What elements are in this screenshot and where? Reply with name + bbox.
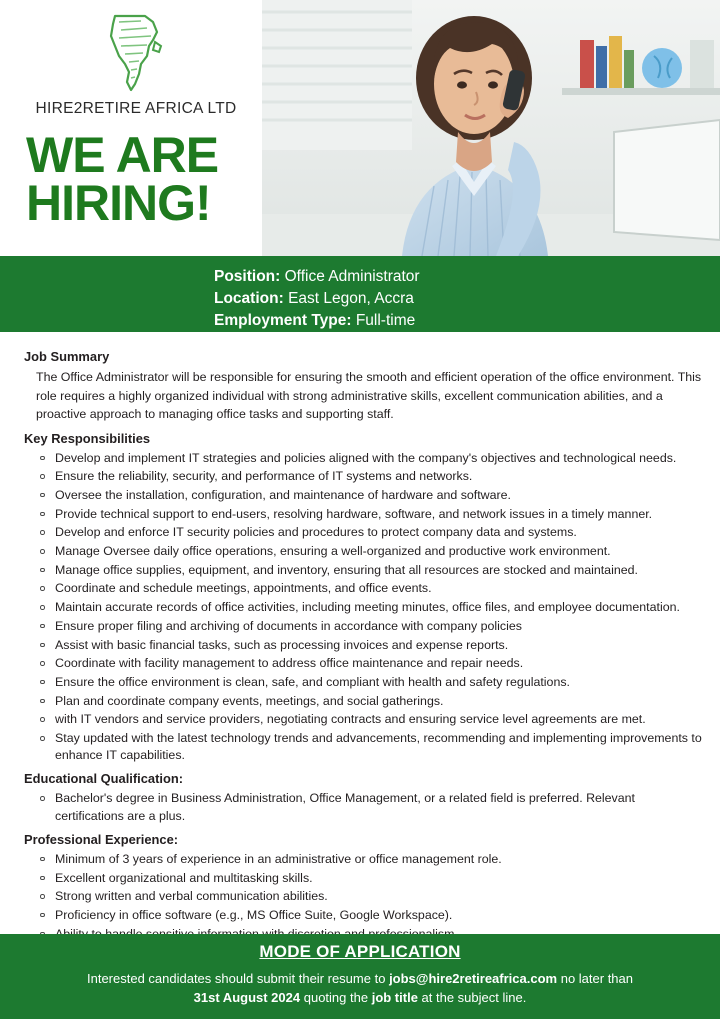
job-summary-text: The Office Administrator will be responsible for ensuring the smooth and efficient operation of the office environment. This role requires a highly organized individual with strong administrative skills, excellent communication abilities, and a proactive approach to managing office tasks and supporting staff.: [36, 370, 702, 421]
key-responsibilities-heading: Key Responsibilities: [24, 430, 151, 446]
list-item: Proficiency in office software (e.g., MS Office Suite, Google Workspace).: [38, 907, 702, 924]
educational-qualification-list: [24, 790, 702, 824]
position-bar: [0, 256, 720, 332]
employment-label: Employment Type:: [214, 312, 352, 329]
brand-block: [0, 0, 262, 256]
professional-experience-heading: Professional Experience:: [24, 831, 179, 847]
apply-text-before-email: Interested candidates should submit their resume to: [86, 971, 386, 986]
list-item: Stay updated with the latest technology trends and advancements, recommending and implementing improvements to enhance IT capabilities.: [38, 730, 702, 764]
job-description-body: [0, 332, 720, 962]
list-item: Ensure the reliability, security, and performance of IT systems and networks.: [38, 468, 702, 485]
job-summary-heading: Job Summary: [24, 349, 110, 364]
list-item: Develop and implement IT strategies and policies aligned with the company's objectives and technological needs.: [38, 450, 702, 467]
list-item: Coordinate with facility management to address office maintenance and repair needs.: [38, 655, 702, 672]
list-item: Minimum of 3 years of experience in an administrative or office management role.: [38, 851, 702, 868]
location-label: Location:: [214, 290, 284, 307]
list-item: Strong written and verbal communication abilities.: [38, 888, 702, 905]
educational-qualification-heading: Educational Qualification:: [24, 771, 183, 787]
list-item: Ensure proper filing and archiving of documents in accordance with company policies: [38, 618, 702, 635]
apply-text-after-deadline: quoting the: [303, 990, 369, 1005]
list-item: with IT vendors and service providers, negotiating contracts and ensuring service level agreements are met.: [38, 711, 702, 728]
position-line: [0, 266, 720, 288]
list-item: Oversee the installation, configuration, and maintenance of hardware and software.: [38, 487, 702, 504]
headline-line-1: WE ARE: [26, 127, 219, 183]
apply-text-end: at the subject line.: [421, 990, 527, 1005]
location-line: [0, 288, 720, 310]
location-value: East Legon, Accra: [288, 290, 414, 307]
list-item: Manage office supplies, equipment, and inventory, ensuring that all resources are stocked and maintained.: [38, 562, 702, 579]
logo-row: [24, 12, 248, 98]
position-value: Office Administrator: [284, 268, 420, 285]
employment-type-line: [0, 310, 720, 332]
application-email[interactable]: jobs@hire2retireafrica.com: [389, 971, 558, 986]
employment-value: Full-time: [355, 312, 416, 329]
mode-of-application-heading: MODE OF APPLICATION: [259, 942, 461, 961]
application-footer: [0, 934, 720, 1019]
position-label: Position:: [214, 268, 281, 285]
list-item: Coordinate and schedule meetings, appointments, and office events.: [38, 580, 702, 597]
list-item: Manage Oversee daily office operations, ensuring a well-organized and productive work environment.: [38, 543, 702, 560]
list-item: Assist with basic financial tasks, such as processing invoices and expense reports.: [38, 637, 702, 654]
application-instructions: [0, 969, 720, 1007]
hiring-headline: [24, 127, 248, 231]
list-item: Develop and enforce IT security policies and procedures to protect company data and systems.: [38, 524, 702, 541]
list-item: Maintain accurate records of office activities, including meeting minutes, office files, and employee documentation.: [38, 599, 702, 616]
application-deadline: 31st August 2024: [193, 990, 301, 1005]
key-responsibilities-list: [24, 450, 702, 765]
headline-line-2: HIRING!: [26, 174, 211, 231]
africa-map-icon: [101, 12, 171, 94]
list-item: Plan and coordinate company events, meetings, and social gatherings.: [38, 693, 702, 710]
list-item: Ensure the office environment is clean, safe, and compliant with health and safety regulations.: [38, 674, 702, 691]
hero-photo: [262, 0, 720, 256]
header-section: [0, 0, 720, 256]
job-title-phrase: job title: [371, 990, 418, 1005]
company-name: HIRE2RETIRE AFRICA LTD: [35, 100, 237, 117]
list-item: Provide technical support to end-users, resolving hardware, software, and network issues in a timely manner.: [38, 506, 702, 523]
apply-text-after-email: no later than: [560, 971, 633, 986]
list-item: Excellent organizational and multitasking skills.: [38, 870, 702, 887]
list-item: Bachelor's degree in Business Administration, Office Management, or a related field is preferred. Relevant certifications are a plus.: [38, 790, 702, 824]
